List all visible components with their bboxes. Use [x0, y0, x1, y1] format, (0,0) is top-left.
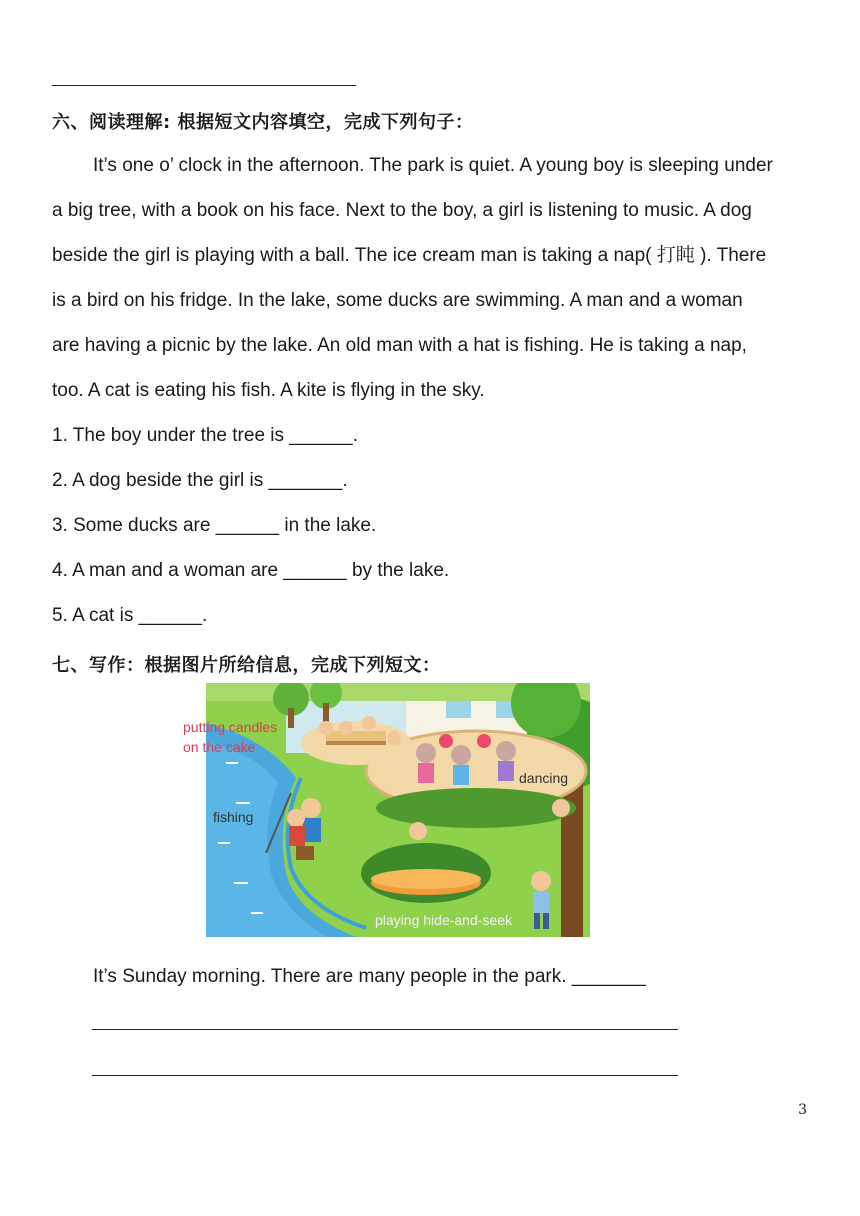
question-1: 1. The boy under the tree is ______.: [52, 425, 358, 446]
writing-prompt: It’s Sunday morning. There are many people in the park. _______: [93, 966, 646, 987]
passage-line: a big tree, with a book on his face. Next to the boy, a girl is listening to music. A dog: [52, 200, 752, 221]
question-5: 5. A cat is ______.: [52, 605, 208, 626]
label-dancing: dancing: [519, 770, 569, 786]
page-number: 3: [798, 1102, 807, 1118]
question-2: 2. A dog beside the girl is _______.: [52, 470, 348, 491]
label-on-the-cake: on the cake: [183, 739, 256, 755]
label-hide-and-seek: playing hide-and-seek: [375, 912, 512, 928]
passage-line: It’s one o’ clock in the afternoon. The park is quiet. A young boy is sleeping under: [93, 155, 773, 176]
answer-line-previous: [52, 85, 356, 86]
reading-passage: [52, 143, 812, 413]
label-putting-candles: putting candles: [183, 719, 278, 735]
label-fishing: fishing: [213, 809, 254, 825]
passage-line: beside the girl is playing with a ball. The ice cream man is taking a nap( 打盹 ). There: [52, 245, 767, 266]
park-illustration: [183, 683, 590, 937]
question-4: 4. A man and a woman are ______ by the lake.: [52, 560, 450, 581]
question-3: 3. Some ducks are ______ in the lake.: [52, 515, 377, 536]
passage-line: is a bird on his fridge. In the lake, some ducks are swimming. A man and a woman: [52, 290, 743, 311]
writing-line: [92, 1075, 678, 1076]
section6-heading: 六、阅读理解: 根据短文内容填空，完成下列句子：: [52, 112, 474, 133]
section7-heading: 七、写作：根据图片所给信息，完成下列短文：: [52, 655, 441, 676]
passage-line: are having a picnic by the lake. An old man with a hat is fishing. He is taking a nap,: [52, 335, 747, 356]
writing-line: [92, 1029, 678, 1030]
passage-line: too. A cat is eating his fish. A kite is flying in the sky.: [52, 380, 485, 401]
